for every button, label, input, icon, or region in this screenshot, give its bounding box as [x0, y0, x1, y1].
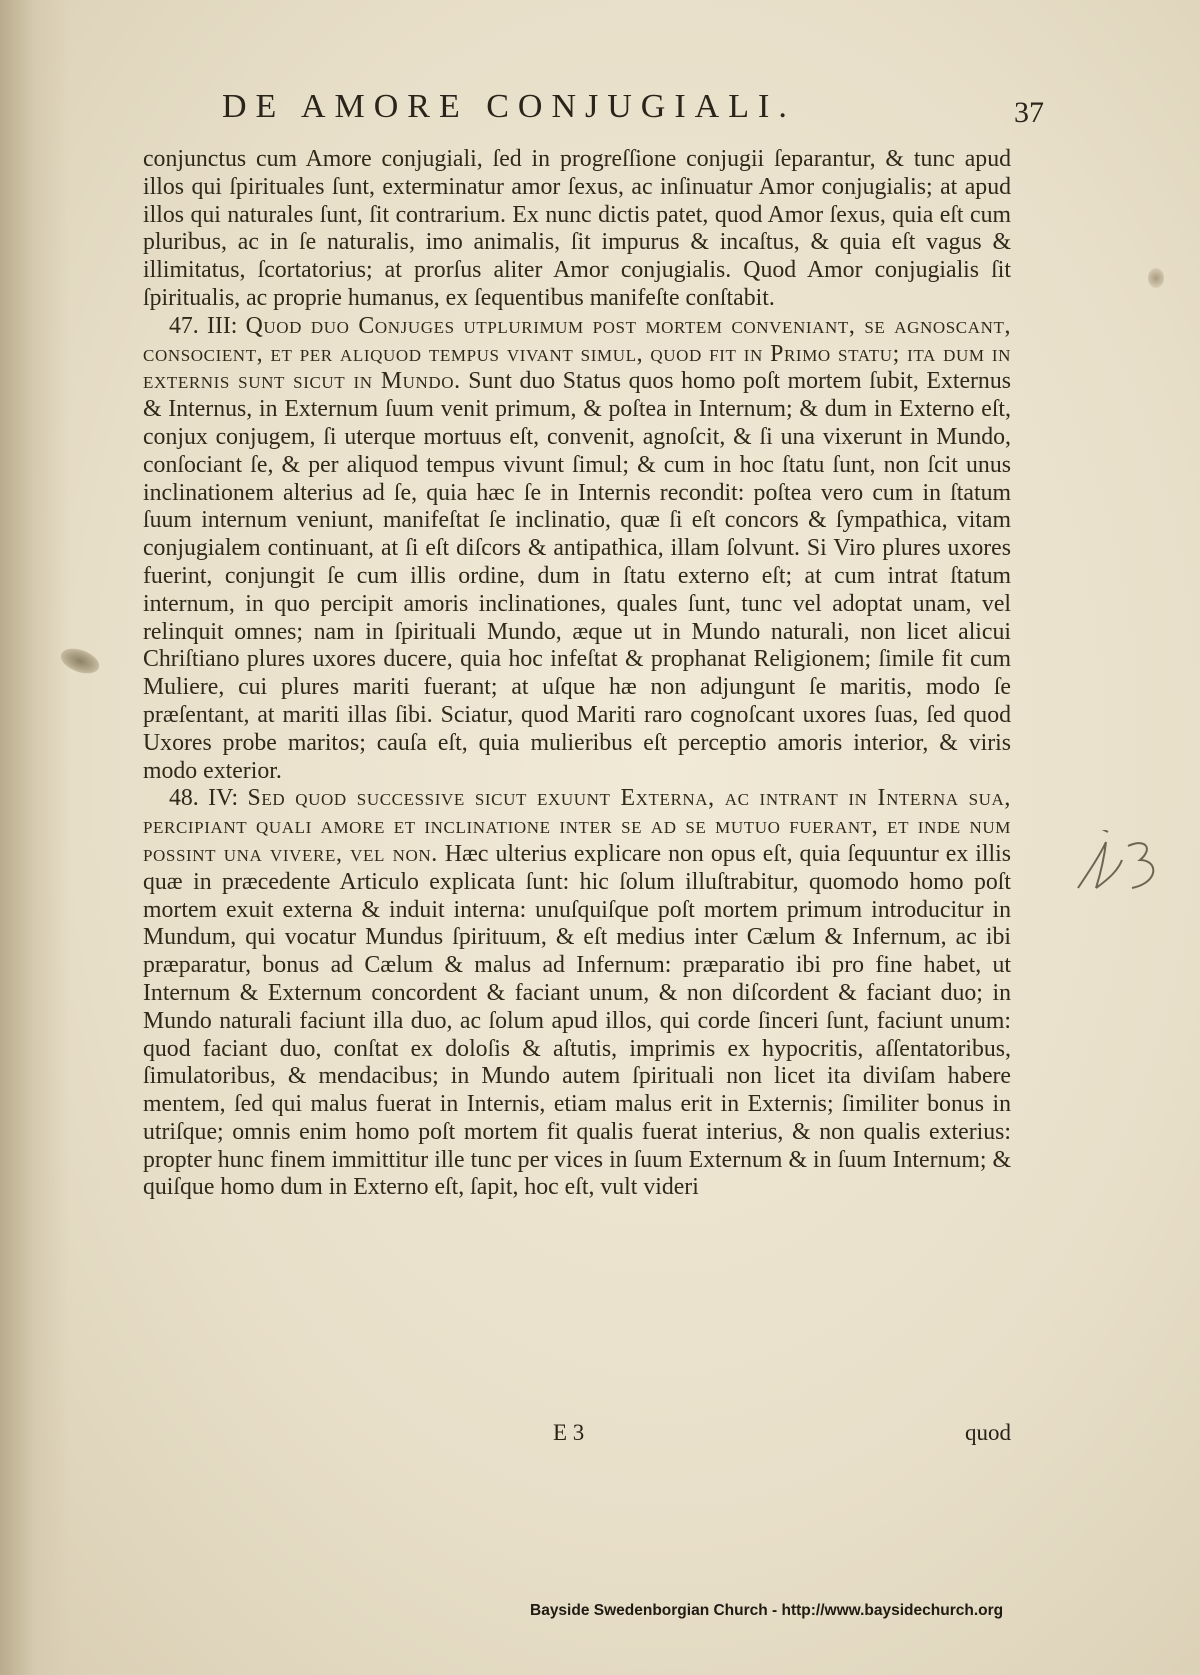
handwritten-margin-note: [1070, 830, 1180, 900]
paragraph-heading: Quod duo Conjuges utplurimum post mortem conveniant, se agnoscant, consocient, et per aliquod tempus vivant simul, quod fit in Primo statu; ita dum in externis sunt sicut in Mundo.: [143, 312, 1011, 395]
paragraph-number: 47. III:: [169, 312, 246, 339]
page-header: [150, 88, 1044, 140]
page-number: 37: [1014, 96, 1044, 129]
catchword: quod: [965, 1420, 1011, 1445]
signature-mark: E 3: [553, 1420, 585, 1445]
paragraph-number: 48. IV:: [169, 785, 248, 812]
paragraph-text: Hæc ulterius explicare non opus eſt, quia ſequuntur ex illis quæ in præcedente Articulo explicata ſunt: hic ſolum illuſtrabitur, quomodo homo poſt mortem exuit externa & induit interna: unuſquiſque poſt mortem primum introducitur in Mundum, qui vocatur Mundus ſpirituum, & eſt medius inter Cælum & Infernum, ac ibi præparatur, bonus ad Cælum & malus ad Infernum: præparatio ibi pro fine habet, ut Internum & Externum concordent & faciant unum, & non diſcordent & faciant duo; in Mundo naturali faciunt illa duo, ac ſolum apud illos, qui corde ſinceri ſunt, faciunt unum: quod faciant duo, conſtat ex doloſis & aſtutis, imprimis ex hypocritis, aſſentatoribus, ſimulatoribus, & mendacibus; in Mundo autem ſpirituali non licet ita diviſam habere mentem, ſed qui malus fuerat in Internis, etiam malus erit in Externis; ſimiliter bonus in utriſque; omnis enim homo poſt mortem fit qualis fuerat interius, & non qualis exterius: propter hunc finem immittitur ille tunc per vices in ſuum Externum & in ſuum Internum; & quiſque homo dum in Externo eſt, ſapit, hoc eſt, vult videri: [143, 840, 1011, 1201]
binding-shadow: [0, 0, 70, 1675]
paragraph: [143, 146, 1011, 313]
paragraph: [143, 785, 1011, 1202]
paragraph-text: Sunt duo Status quos homo poſt mortem ſubit, Externus & Internus, in Externum ſuum venit primum, & poſtea in Internum; & dum in Externo eſt, conjux conjugem, ſi uterque mortuus eſt, convenit, agnoſcit, & ſi una vixerunt in Mundo, conſociant ſe, & per aliquod tempus vivunt ſimul; & cum in hoc ſtatu ſunt, non ſcit unus inclinationem alterius ad ſe, quia hæc ſe in Internis recondit: poſtea vero cum in ſtatum ſuum internum veniunt, manifeſtat ſe inclinatio, quæ ſi eſt concors & ſympathica, vitam conjugialem continuant, at ſi eſt diſcors & antipathica, illam ſolvunt. Si Viro plures uxores fuerint, conjungit ſe cum illis ordine, dum in ſtatu externo eſt; at cum intrat ſtatum internum, in quo percipit amoris inclinationes, quales ſunt, tunc vel adoptat unam, vel relinquit omnes; nam in ſpirituali Mundo, æque ut in Mundo naturali, non licet alicui Chriſtiano plures uxores ducere, quia hoc infeſtat & prophanat Religionem; ſimile fit cum Muliere, cui plures mariti fuerant; at uſque hæ non adjungunt ſe maritis, modo ſe præſentant, at mariti illas ſibi. Sciatur, quod Mariti raro cognoſcant uxores ſuas, ſed quod Uxores probe maritos; cauſa eſt, quia mulieribus eſt perceptio amoris interior, & viris modo exterior.: [143, 368, 1011, 784]
paragraph-heading: Sed quod successive sicut exuunt Externa, ac intrant in Interna sua, percipiant quali amore et inclinatione inter se ad se mutuo fuerant, et inde num possint una vivere, vel non.: [143, 785, 1011, 867]
source-credit: Bayside Swedenborgian Church - http://www.baysidechurch.org: [530, 1602, 1004, 1619]
body-text: [143, 146, 1011, 1202]
running-title: DE AMORE CONJUGIALI.: [222, 88, 796, 125]
paper-spot: [1148, 268, 1164, 288]
page-footer: [143, 1420, 1011, 1452]
paragraph-text: conjunctus cum Amore conjugiali, ſed in progreſſione conjugii ſeparantur, & tunc apud illos qui ſpirituales ſunt, exterminatur amor ſexus, ac inſinuatur Amor conjugialis; at apud illos qui naturales ſunt, ſit contrarium. Ex nunc dictis patet, quod Amor ſexus, quia eſt cum pluribus, ac in ſe naturalis, imo animalis, ſit impurus & incaſtus, & quia eſt vagus & illimitatus, ſcortatorius; at prorſus aliter Amor conjugialis. Quod Amor conjugialis ſit ſpiritualis, ac proprie humanus, ex ſequentibus manifeſte conſtabit.: [143, 146, 1011, 311]
paragraph: [143, 313, 1011, 786]
